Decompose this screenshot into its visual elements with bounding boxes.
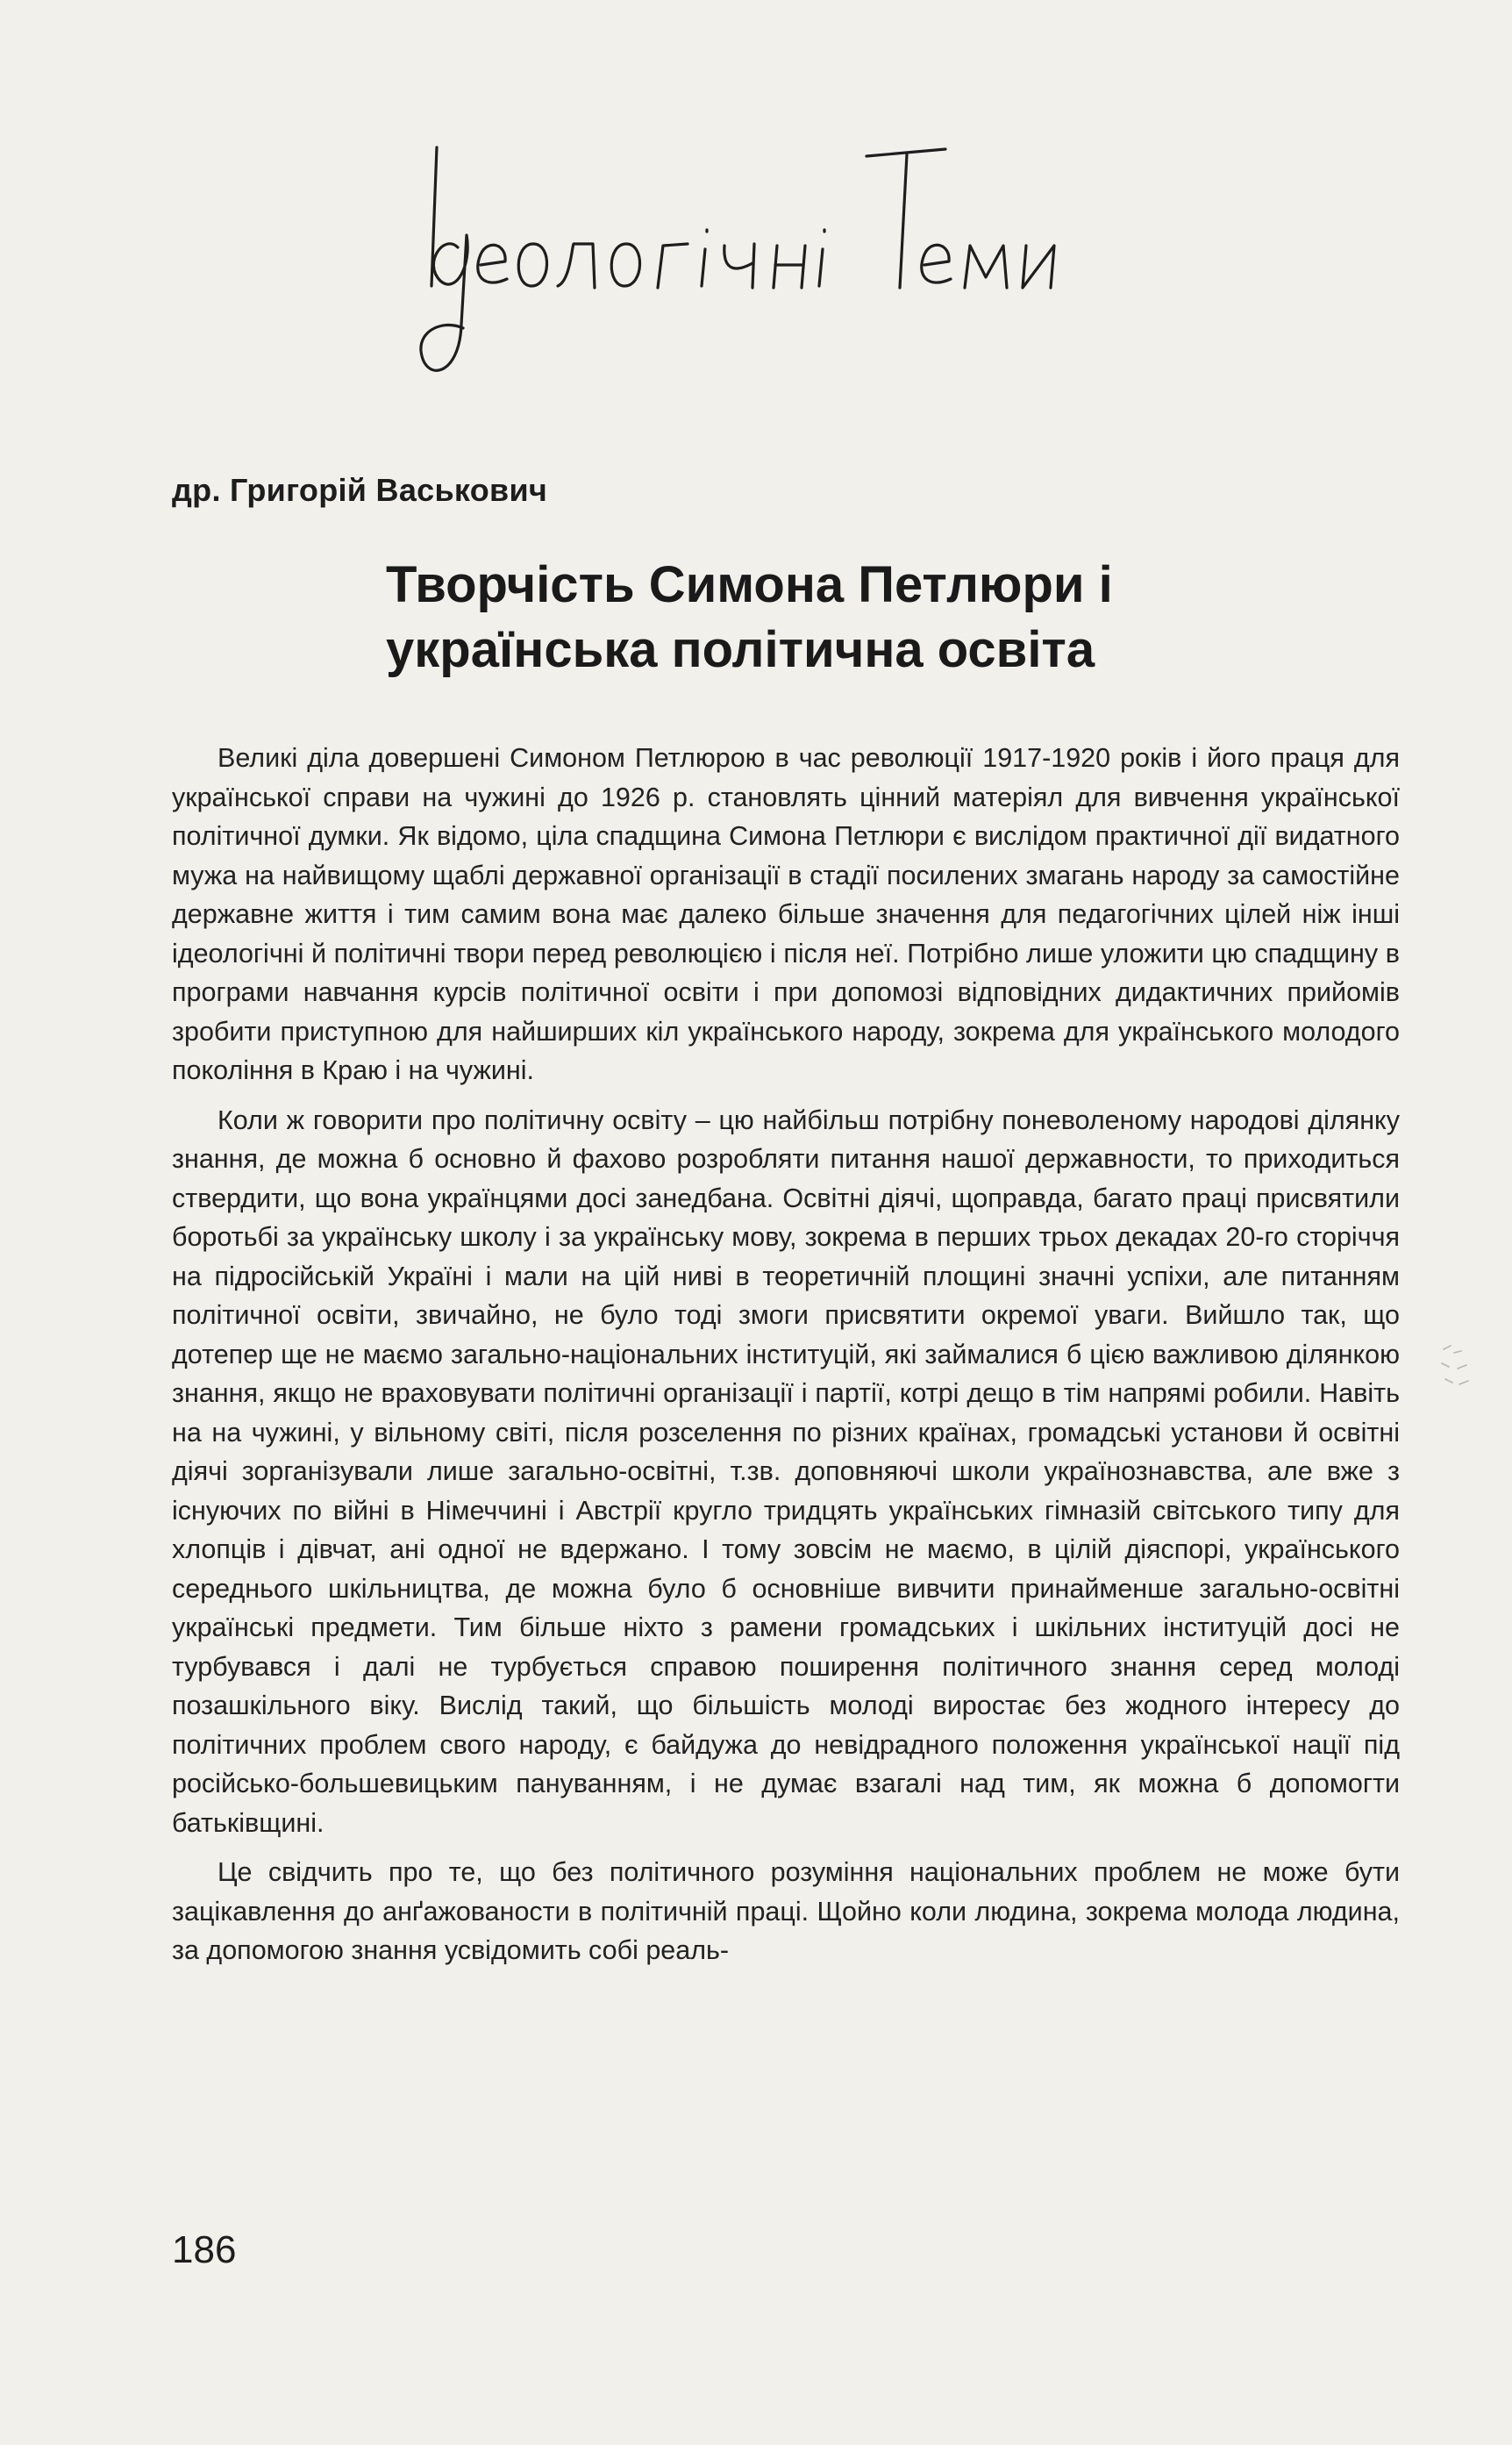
section-heading <box>386 132 1105 412</box>
page-number: 186 <box>172 2228 237 2271</box>
article-title <box>386 553 1351 683</box>
paragraph-2: Коли ж говорити про політичну освіту – цю найбільш потрібну поневоленому народові ділянку знання, де можна б основно й фахово розробляти питання нашої державности, то приходиться ствердити, що вона українцями досі занедбана. Освітні діячі, щоправда, багато праці присвятили боротьбі за українську школу і за українську мову, зокрема в перших трьох декадах 20-го сторіччя на підросійській Україні і мали на цій ниві в теоретичній площині значні успіхи, але питанням політичної освіти, звичайно, не було тоді змоги присвятити окремої уваги. Вийшло так, що дотепер ще не маємо загально-національних інституцій, які займалися б цією важливою ділянкою знання, якщо не враховувати політичні організації і партії, котрі дещо в тім напрямі робили. Навіть на на чужині, у вільному світі, після розселення по різних країнах, громадські установи й освітні діячі зорганізували лише загально-освітні, т.зв. доповняючі школи українознавства, але вже з існуючих по війні в Німеччині і Австрії кругло тридцять українських гімназій світського типу для хлопців і дівчат, ані одної не вдержано. І тому зовсім не маємо, в цілій діяспорі, українського середнього шкільництва, де можна було б основніше вивчити принайменше загально-освітні українські предмети. Тим більше ніхто з рамени громадських і шкільних інституцій досі не турбувався і далі не турбується справою поширення політичного знання серед молоді позашкільного віку. Вислід такий, що більшість молоді виростає без жодного інтересу до політичних проблем свого народу, є байдужа до невідрадного положення української нації під російсько-большевицьким пануванням, і не думає взагалі над тим, як можна б допомогти батьківщині. <box>172 1105 1400 1838</box>
author-name: др. Григорій Васькович <box>172 472 548 508</box>
paragraph-3: Це свідчить про те, що без політичного розуміння національних проблем не може бути зацікавлення до анґажованости в політичній праці. Щойно коли людина, зокрема молода людина, за допомогою знання усвідомить собі реаль- <box>172 1857 1400 1965</box>
article-title-line-2: українська політична освіта <box>386 621 1095 678</box>
article-body <box>172 739 1400 1970</box>
paragraph-1: Великі діла довершені Симоном Петлюрою в час революції 1917-1920 років і його праця для української справи на чужині до 1926 р. становлять цінний матеріял для вивчення української політичної думки. Як відомо, ціла спадщина Симона Петлюри є вислідом практичної дії видатного мужа на найвищому щаблі державної організації в стадії посилених змагань народу за самостійне державне життя і тим самим вона має далеко більше значення для педагогічних цілей ніж інші ідеологічні й політичні твори перед революцією і після неї. Потрібно лише уложити цю спадщину в програми навчання курсів політичної освіти і при допомозі відповідних дидактичних прийомів зробити приступною для найширших кіл українського народу, зокрема для українського молодого покоління в Краю і на чужині. <box>172 743 1400 1085</box>
paper-speck-mark <box>1435 1340 1479 1402</box>
handwritten-heading-lettering <box>386 132 1105 412</box>
article-title-line-1: Творчість Симона Петлюри і <box>386 556 1113 613</box>
